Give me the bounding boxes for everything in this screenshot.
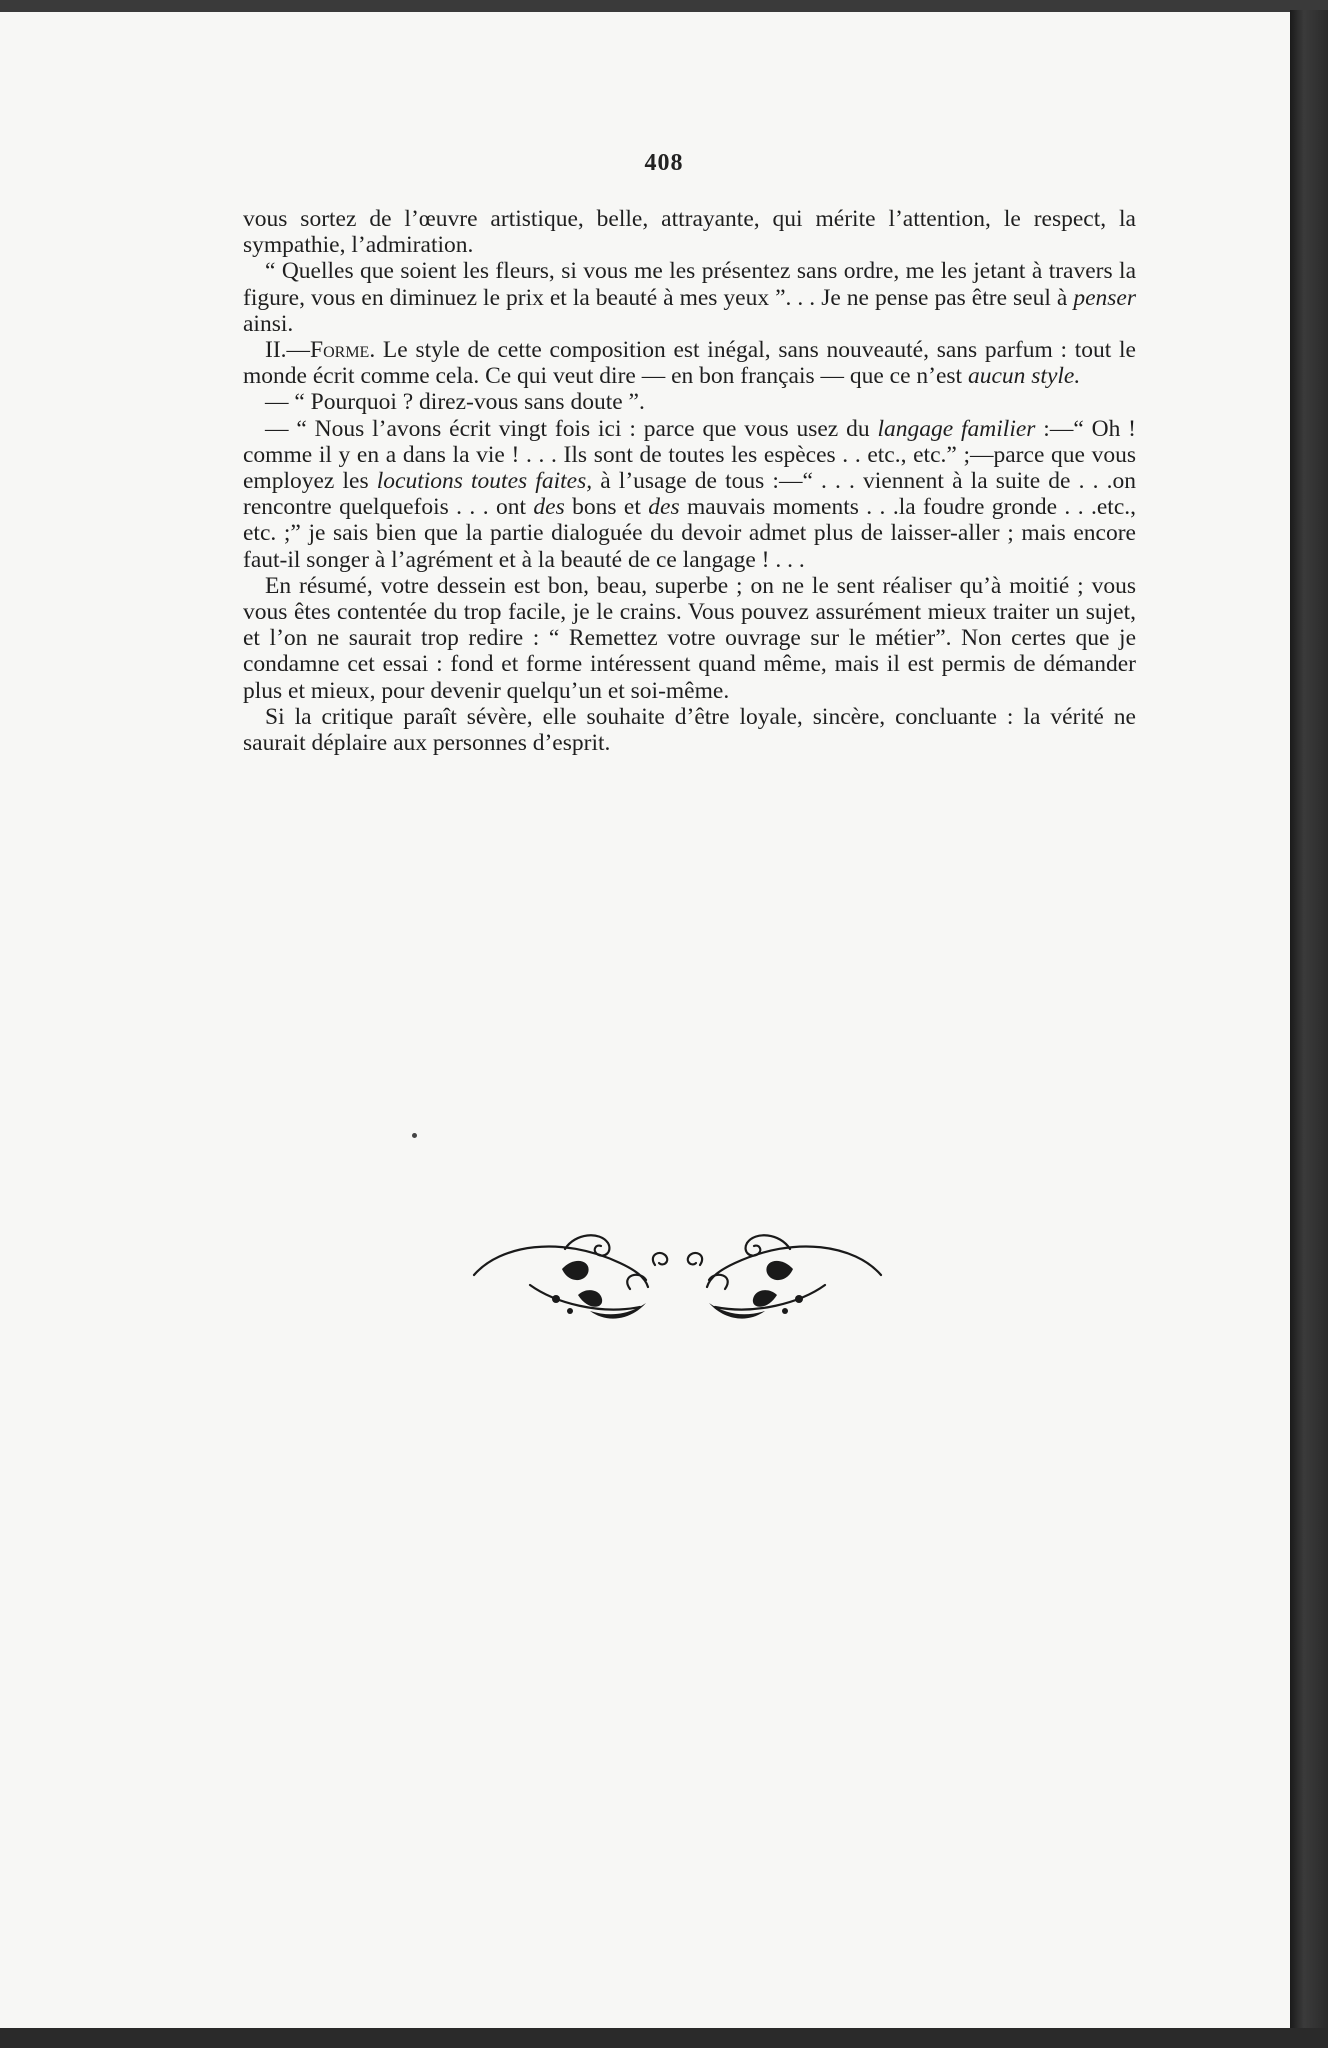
paragraph-text: — “ Pourquoi ? direz-vous sans doute ”. <box>265 389 645 416</box>
paragraph-text: “ Quelles que soient les fleurs, si vous me les présentez sans ordre, me les jetant à travers la figure, vous en diminuez le prix et la beauté à mes yeux ”. . . Je ne pense pas être seul à <box>243 258 1136 311</box>
paragraph-text: ainsi. <box>243 310 294 337</box>
italic-text: penser <box>1073 284 1136 311</box>
scan-bottom-border <box>0 2028 1328 2048</box>
paragraph <box>243 206 1136 258</box>
paragraph-text: Le style de cette composition est inégal, sans nouveauté, sans parfum : tout le monde écrit comme cela. Ce qui veut dire — en bon français — que ce n’est <box>243 337 1136 390</box>
paragraph-text: II.— <box>265 337 311 364</box>
paragraph-text: — “ Nous l’avons écrit vingt fois ici : parce que vous usez du <box>265 415 878 442</box>
paragraph-text: En résumé, votre dessein est bon, beau, superbe ; on ne le sent réaliser qu’à moitié ; vous vous êtes contentée du trop facile, je le crains. Vous pouvez assurément mieux traiter un sujet, et l’on ne saurait trop redire : “ Remettez votre ouvrage sur le métier”. Non certes que je condamne cet essai : fond et forme intéressent quand même, mais il est permis de démander plus et mieux, pour devenir quelqu’un et soi-même. <box>243 572 1136 704</box>
paragraph-text: vous sortez de l’œuvre artistique, belle, attrayante, qui mérite l’attention, le respect, la sympathie, l’admiration. <box>243 206 1136 259</box>
fleuron-tailpiece-icon <box>470 1225 885 1325</box>
page-edge-shadow <box>1290 10 1328 2030</box>
paragraph <box>243 337 1136 389</box>
paragraph-text: Si la critique paraît sévère, elle souhaite d’être loyale, sincère, concluante : la vérité ne saurait déplaire aux personnes d’esprit. <box>243 703 1136 757</box>
paragraph <box>243 573 1136 704</box>
section-heading: Forme. <box>310 337 376 364</box>
paragraph <box>243 258 1136 337</box>
italic-text: aucun style. <box>967 363 1081 390</box>
scan-top-border <box>0 0 1328 12</box>
paragraph-text: mauvais moments . . .la foudre gronde . . .etc., etc. ;” je sais bien que la partie dialoguée du devoir admet plus de laisser-aller ; mais encore faut-il songer à l’agrément et à la beauté de ce langage ! . . . <box>243 494 1136 573</box>
italic-text: des <box>533 494 565 521</box>
paragraph-text: :—“ Oh ! comme il y en a dans la vie ! . . . Ils sont de toutes les espèces . . etc., etc.” ;—parce que vous employez les <box>243 415 1137 495</box>
italic-text: des <box>648 494 680 521</box>
page-number: 408 <box>644 150 684 176</box>
italic-text: langage familier <box>877 415 1036 442</box>
body-text <box>243 206 1136 756</box>
paragraph <box>243 704 1136 756</box>
ink-speck <box>412 1133 417 1138</box>
paragraph-text: à l’usage de tous :—“ . . . viennent à la suite de . . .on rencontre quelquefois . . . ont <box>243 468 1136 521</box>
paragraph-text: bons et <box>564 494 649 521</box>
paragraph <box>243 416 1136 573</box>
paragraph <box>243 389 1136 415</box>
italic-text: locutions toutes faites, <box>376 468 593 495</box>
